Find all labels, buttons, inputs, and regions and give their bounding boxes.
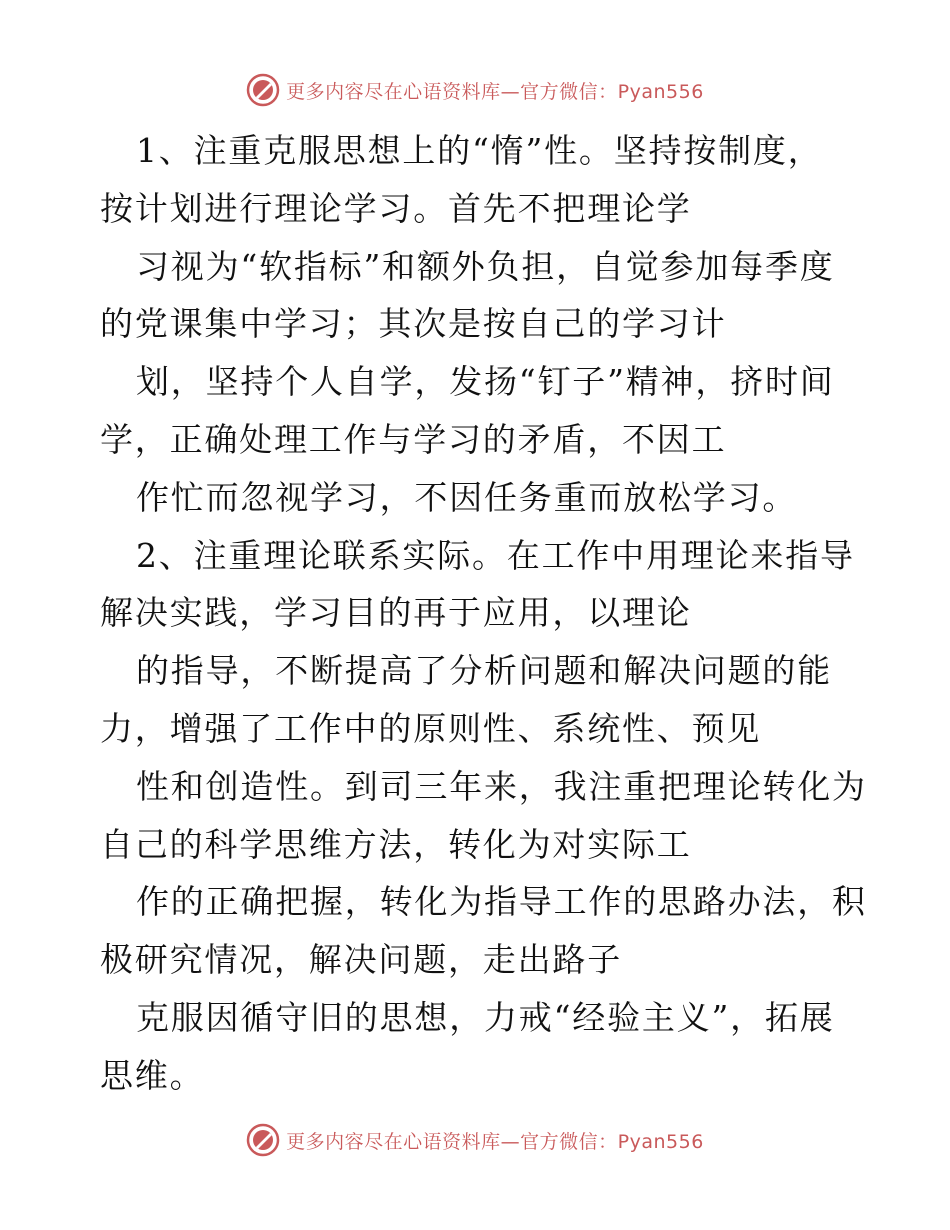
- text-line: 思维。: [100, 1055, 205, 1095]
- text-line: 力，增强了工作中的原则性、系统性、预见: [100, 708, 762, 748]
- header-banner-text: 更多内容尽在心语资料库—官方微信：Pyan556: [286, 80, 704, 103]
- text-line: 按计划进行理论学习。首先不把理论学: [100, 188, 692, 228]
- text-line: 1、注重克服思想上的“惰”性。坚持按制度，: [136, 131, 823, 170]
- text-line: 解决实践，学习目的再于应用，以理论: [100, 593, 692, 633]
- text-line: 作的正确把握，转化为指导工作的思路办法，积: [136, 882, 867, 922]
- footer-banner: [0, 1120, 950, 1160]
- text-line: 性和创造性。到司三年来，我注重把理论转化为: [136, 766, 867, 806]
- pen-logo-icon: [246, 73, 280, 107]
- header-banner: [0, 70, 950, 110]
- document-body: [100, 122, 867, 1105]
- text-line: 划，坚持个人自学，发扬“钉子”精神，挤时间: [136, 362, 835, 402]
- text-line: 极研究情况，解决问题，走出路子: [100, 940, 622, 980]
- text-line: 2、注重理论联系实际。在工作中用理论来指导: [136, 535, 855, 575]
- text-line: 作忙而忽视学习，不因任务重而放松学习。: [136, 477, 798, 517]
- text-line: 克服因循守旧的思想，力戒“经验主义”，拓展: [136, 997, 835, 1037]
- text-line: 学，正确处理工作与学习的矛盾，不因工: [100, 419, 727, 459]
- text-line: 习视为“软指标”和额外负担，自觉参加每季度: [136, 246, 835, 286]
- text-line: 自己的科学思维方法，转化为对实际工: [100, 824, 692, 864]
- footer-banner-text: 更多内容尽在心语资料库—官方微信：Pyan556: [286, 1130, 704, 1153]
- text-line: 的指导，不断提高了分析问题和解决问题的能: [136, 651, 832, 691]
- text-line: 的党课集中学习；其次是按自己的学习计: [100, 304, 727, 344]
- pen-logo-icon: [246, 1123, 280, 1157]
